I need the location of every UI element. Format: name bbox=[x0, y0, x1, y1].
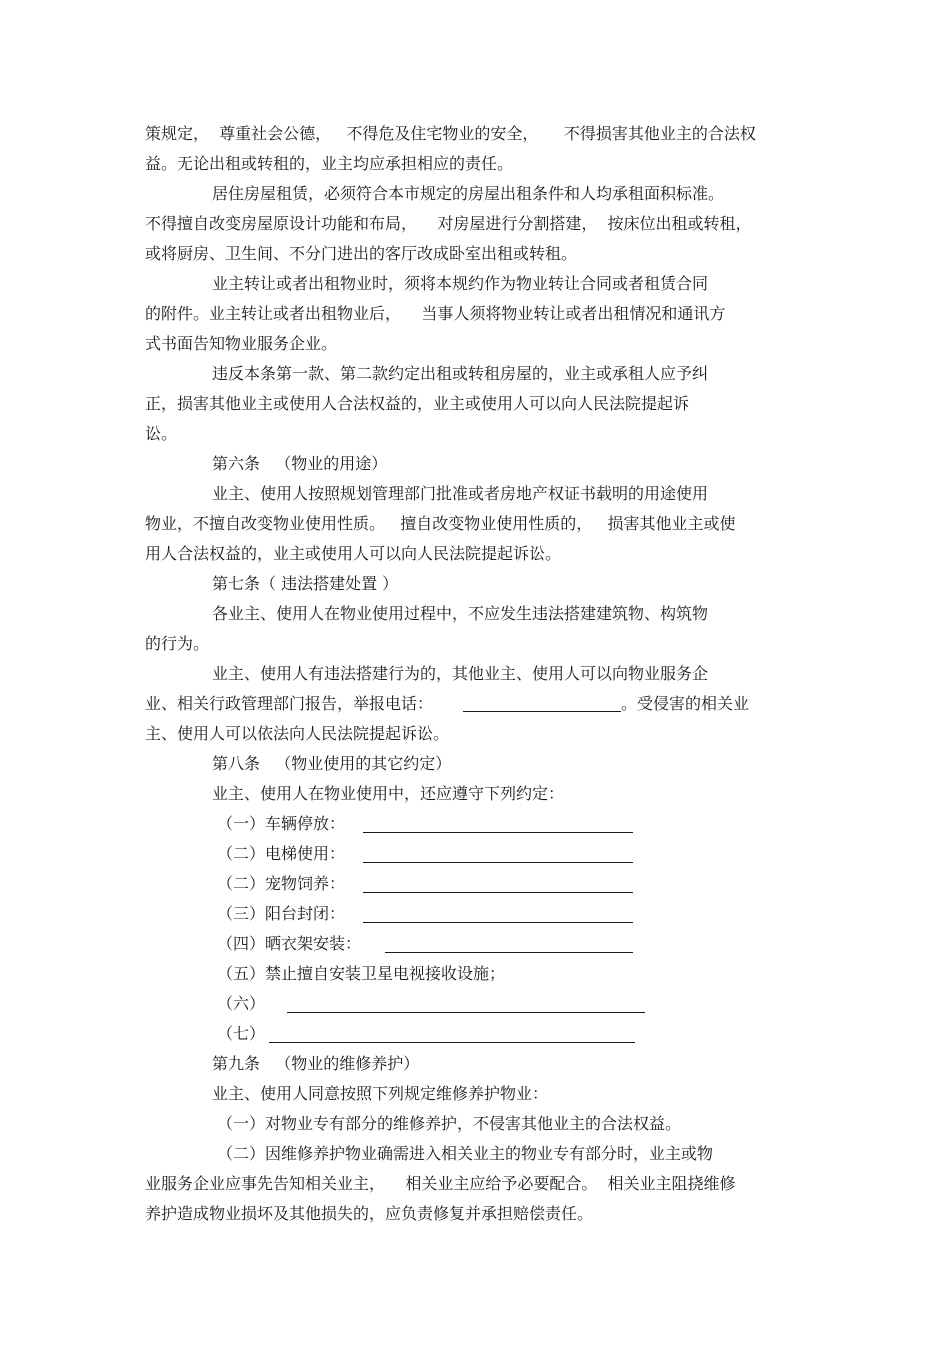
item-label: （二）宠物饲养： bbox=[217, 874, 346, 893]
paragraph-line: 业主、使用人在物业使用中，还应遵守下列约定： bbox=[212, 784, 565, 803]
fill-in-blank[interactable] bbox=[363, 816, 633, 833]
paragraph-line: 各业主、使用人在物业使用过程中，不应发生违法搭建建筑物、构筑物 bbox=[212, 604, 709, 623]
paragraph-line: 主、使用人可以依法向人民法院提起诉讼。 bbox=[145, 724, 450, 743]
fill-in-blank[interactable] bbox=[363, 846, 633, 863]
article-heading: 第六条 （物业的用途） bbox=[212, 454, 388, 473]
article-heading: 第九条 （物业的维修养护） bbox=[212, 1054, 420, 1073]
list-item bbox=[217, 814, 345, 834]
paragraph-line: 业主、使用人按照规划管理部门批准或者房地产权证书载明的用途使用 bbox=[212, 484, 709, 503]
paragraph-line: 不得擅自改变房屋原设计功能和布局， 对房屋进行分割搭建， 按床位出租或转租， bbox=[145, 214, 752, 233]
paragraph-line: 物业，不擅自改变物业使用性质。 擅自改变物业使用性质的， 损害其他业主或使 bbox=[145, 514, 736, 533]
paragraph-line: 讼。 bbox=[145, 424, 178, 443]
paragraph-line: 业主转让或者出租物业时，须将本规约作为物业转让合同或者租赁合同 bbox=[212, 274, 709, 293]
paragraph-line: 策规定， 尊重社会公德， 不得危及住宅物业的安全， 不得损害其他业主的合法权 bbox=[145, 124, 756, 143]
paragraph-line: 式书面告知物业服务企业。 bbox=[145, 334, 338, 353]
article-heading: 第七条（ 违法搭建处置 ） bbox=[212, 574, 399, 593]
item-label: （一）车辆停放： bbox=[217, 814, 346, 833]
article-heading: 第八条 （物业使用的其它约定） bbox=[212, 754, 452, 773]
fill-in-blank[interactable] bbox=[385, 936, 633, 953]
paragraph-line: 违反本条第一款、第二款约定出租或转租房屋的，业主或承租人应予纠 bbox=[212, 364, 709, 383]
item-label: （二）电梯使用： bbox=[217, 844, 346, 863]
list-item bbox=[217, 964, 505, 984]
paragraph-line: 或将厨房、卫生间、不分门进出的客厅改成卧室出租或转租。 bbox=[145, 244, 578, 263]
paragraph-line: 业主、使用人同意按照下列规定维修养护物业： bbox=[212, 1084, 549, 1103]
paragraph-line: 正，损害其他业主或使用人合法权益的，业主或使用人可以向人民法院提起诉 bbox=[145, 394, 690, 413]
list-item bbox=[217, 934, 361, 954]
paragraph-line: 养护造成物业损坏及其他损失的，应负责修复并承担赔偿责任。 bbox=[145, 1204, 594, 1223]
item-label: （五）禁止擅自安装卫星电视接收设施； bbox=[217, 964, 506, 983]
fill-in-blank[interactable] bbox=[287, 996, 645, 1013]
list-item bbox=[217, 844, 345, 864]
paragraph-line: 业服务企业应事先告知相关业主， 相关业主应给予必要配合。 相关业主阻挠维修 bbox=[145, 1174, 736, 1193]
item-label: （六） bbox=[217, 994, 266, 1013]
paragraph-tail: 。受侵害的相关业 bbox=[621, 694, 750, 713]
item-label: （七） bbox=[217, 1024, 266, 1043]
paragraph-line: 的附件。业主转让或者出租物业后， 当事人须将物业转让或者出租情况和通讯方 bbox=[145, 304, 726, 323]
list-item bbox=[217, 874, 345, 894]
list-item bbox=[217, 994, 265, 1014]
list-item: （一）对物业专有部分的维修养护，不侵害其他业主的合法权益。 bbox=[217, 1114, 682, 1133]
paragraph-line: 居住房屋租赁，必须符合本市规定的房屋出租条件和人均承租面积标准。 bbox=[212, 184, 725, 203]
paragraph-line: 的行为。 bbox=[145, 634, 210, 653]
paragraph-line: 业主、使用人有违法搭建行为的，其他业主、使用人可以向物业服务企 bbox=[212, 664, 709, 683]
report-phone-blank[interactable] bbox=[463, 695, 621, 712]
paragraph-line: 益。无论出租或转租的，业主均应承担相应的责任。 bbox=[145, 154, 514, 173]
list-item bbox=[217, 904, 345, 924]
paragraph-line: 用人合法权益的，业主或使用人可以向人民法院提起诉讼。 bbox=[145, 544, 562, 563]
paragraph-line bbox=[145, 694, 749, 714]
list-item bbox=[217, 1024, 265, 1044]
fill-in-blank[interactable] bbox=[269, 1026, 635, 1043]
item-label: （三）阳台封闭： bbox=[217, 904, 346, 923]
report-phone-label: 业、相关行政管理部门报告，举报电话： bbox=[145, 694, 434, 713]
list-item: （二）因维修养护物业确需进入相关业主的物业专有部分时，业主或物 bbox=[217, 1144, 714, 1163]
fill-in-blank[interactable] bbox=[363, 906, 633, 923]
item-label: （四）晒衣架安装： bbox=[217, 934, 362, 953]
fill-in-blank[interactable] bbox=[363, 876, 633, 893]
